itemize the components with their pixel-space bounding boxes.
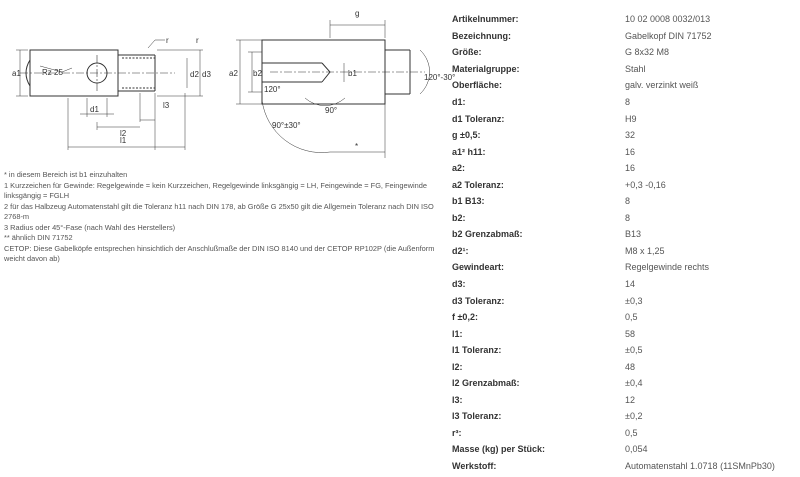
dim-label-d3: d3 xyxy=(202,70,211,79)
spec-label: d2¹: xyxy=(452,245,469,256)
spec-value: 0,054 xyxy=(625,444,648,455)
spec-label: f ±0,2: xyxy=(452,312,478,323)
spec-row xyxy=(452,210,797,227)
spec-value: +0,3 -0,16 xyxy=(625,179,666,190)
spec-label: a2 Toleranz: xyxy=(452,179,504,190)
spec-label: l3: xyxy=(452,394,463,405)
spec-label: d1 Toleranz: xyxy=(452,113,505,124)
spec-row xyxy=(452,61,797,78)
dim-label-l3: l3 xyxy=(163,101,170,110)
dim-label-a2: a2 xyxy=(229,69,238,78)
spec-row xyxy=(452,160,797,177)
spec-value: 16 xyxy=(625,163,636,174)
spec-row xyxy=(452,292,797,309)
dim-label-120-30: 120°-30° xyxy=(424,73,456,82)
dim-label-l2: l2 xyxy=(120,129,127,138)
spec-row xyxy=(452,44,797,61)
dim-label-90: 90° xyxy=(325,106,338,115)
note: 2 für das Halbzeug Automatenstahl gilt die Toleranz h11 nach DIN 178, ab Größe G 25x50 gilt die Allgemein Toleranz nach DIN ISO 2768-m xyxy=(4,201,434,221)
spec-value: Regelgewinde rechts xyxy=(625,262,710,273)
spec-row xyxy=(452,11,797,28)
spec-value: 32 xyxy=(625,130,636,141)
note: 1 Kurzzeichen für Gewinde: Regelgewinde = kein Kurzzeichen, Regelgewinde linksgängig = LH, Feingewinde = FG, Feingewinde linksgängig = FGLH xyxy=(4,180,427,200)
spec-value: ±0,5 xyxy=(625,345,643,356)
spec-label: d3: xyxy=(452,279,466,290)
spec-row xyxy=(452,259,797,276)
spec-value: galv. verzinkt weiß xyxy=(625,80,699,91)
spec-value: ±0,3 xyxy=(625,295,643,306)
spec-row xyxy=(452,458,797,475)
spec-value: B13 xyxy=(625,229,642,240)
spec-row xyxy=(452,276,797,293)
spec-row xyxy=(452,408,797,425)
spec-label: Artikelnummer: xyxy=(452,14,519,25)
spec-label: b1 B13: xyxy=(452,196,485,207)
spec-value: 8 xyxy=(625,196,631,207)
spec-row xyxy=(452,342,797,359)
spec-label: r³: xyxy=(452,427,462,438)
note: 3 Radius oder 45°-Fase (nach Wahl des Herstellers) xyxy=(4,222,176,232)
spec-label: Bezeichnung: xyxy=(452,30,512,41)
dim-label-b2: b2 xyxy=(253,69,262,78)
dim-label-star: * xyxy=(355,142,359,151)
dim-label-r: r xyxy=(166,36,169,45)
spec-value: 48 xyxy=(625,361,636,372)
spec-row xyxy=(452,358,797,375)
spec-value: ±0,4 xyxy=(625,378,643,389)
spec-value: ±0,2 xyxy=(625,411,643,422)
spec-row xyxy=(452,143,797,160)
spec-value: 58 xyxy=(625,328,636,339)
spec-label: a2: xyxy=(452,163,466,174)
dim-label-r2: r xyxy=(196,36,199,45)
spec-row xyxy=(452,325,797,342)
spec-label: Oberfläche: xyxy=(452,80,503,91)
note: CETOP: Diese Gabelköpfe entsprechen hinsichtlich der Anschlußmaße der DIN ISO 8140 und der CETOP RP102P (die Außenform weicht davon ab) xyxy=(4,243,435,263)
spec-label: l3 Toleranz: xyxy=(452,411,502,422)
spec-row xyxy=(452,94,797,111)
dim-label-d2: d2 xyxy=(190,70,199,79)
dim-label-a1: a1 xyxy=(12,69,21,78)
footnotes xyxy=(4,170,442,265)
spec-value: Gabelkopf DIN 71752 xyxy=(625,30,712,41)
spec-row xyxy=(452,193,797,210)
dim-label-120: 120° xyxy=(264,85,281,94)
spec-label: Größe: xyxy=(452,47,482,58)
spec-label: Werkstoff: xyxy=(452,461,497,472)
spec-label: l1 Toleranz: xyxy=(452,345,502,356)
spec-label: g ±0,5: xyxy=(452,130,481,141)
dim-label-rz: Rz 25 xyxy=(42,68,63,77)
spec-row xyxy=(452,392,797,409)
spec-row xyxy=(452,226,797,243)
spec-value: 0,5 xyxy=(625,427,638,438)
spec-label: b2 Grenzabmaß: xyxy=(452,229,523,240)
spec-value: 8 xyxy=(625,212,631,223)
dim-label-l1: l1 xyxy=(120,136,127,145)
spec-value: Stahl xyxy=(625,63,646,74)
note: * in diesem Bereich ist b1 einzuhalten xyxy=(4,170,128,179)
spec-label: l2 Grenzabmaß: xyxy=(452,378,520,389)
spec-value: Automatenstahl 1.0718 (11SMnPb30) xyxy=(625,461,775,472)
spec-row xyxy=(452,243,797,260)
spec-value: H9 xyxy=(625,113,637,124)
dim-label-g: g xyxy=(355,9,360,18)
spec-value: 12 xyxy=(625,394,636,405)
spec-row xyxy=(452,375,797,392)
spec-table xyxy=(452,11,797,474)
spec-row xyxy=(452,441,797,458)
spec-row xyxy=(452,127,797,144)
dim-label-d1: d1 xyxy=(90,105,99,114)
spec-row xyxy=(452,77,797,94)
spec-value: G 8x32 M8 xyxy=(625,47,670,58)
spec-value: 16 xyxy=(625,146,636,157)
spec-value: 0,5 xyxy=(625,312,638,323)
spec-label: b2: xyxy=(452,212,466,223)
spec-value: 10 02 0008 0032/013 xyxy=(625,14,711,25)
spec-label: Masse (kg) per Stück: xyxy=(452,444,546,455)
spec-row xyxy=(452,425,797,442)
technical-drawing xyxy=(0,0,456,165)
spec-label: a1² h11: xyxy=(452,146,486,157)
note: ** ähnlich DIN 71752 xyxy=(4,233,73,242)
spec-label: l1: xyxy=(452,328,463,339)
spec-label: l2: xyxy=(452,361,463,372)
spec-row xyxy=(452,110,797,127)
spec-value: M8 x 1,25 xyxy=(625,245,665,256)
spec-label: d3 Toleranz: xyxy=(452,295,505,306)
spec-row xyxy=(452,176,797,193)
dim-label-b1: b1 xyxy=(348,69,357,78)
spec-value: 14 xyxy=(625,279,636,290)
spec-row xyxy=(452,28,797,45)
spec-label: Materialgruppe: xyxy=(452,63,520,74)
spec-row xyxy=(452,309,797,326)
spec-value: 8 xyxy=(625,97,631,107)
spec-label: d1: xyxy=(452,97,466,107)
spec-label: Gewindeart: xyxy=(452,262,505,273)
dim-label-90-30: 90°±30° xyxy=(272,121,301,130)
